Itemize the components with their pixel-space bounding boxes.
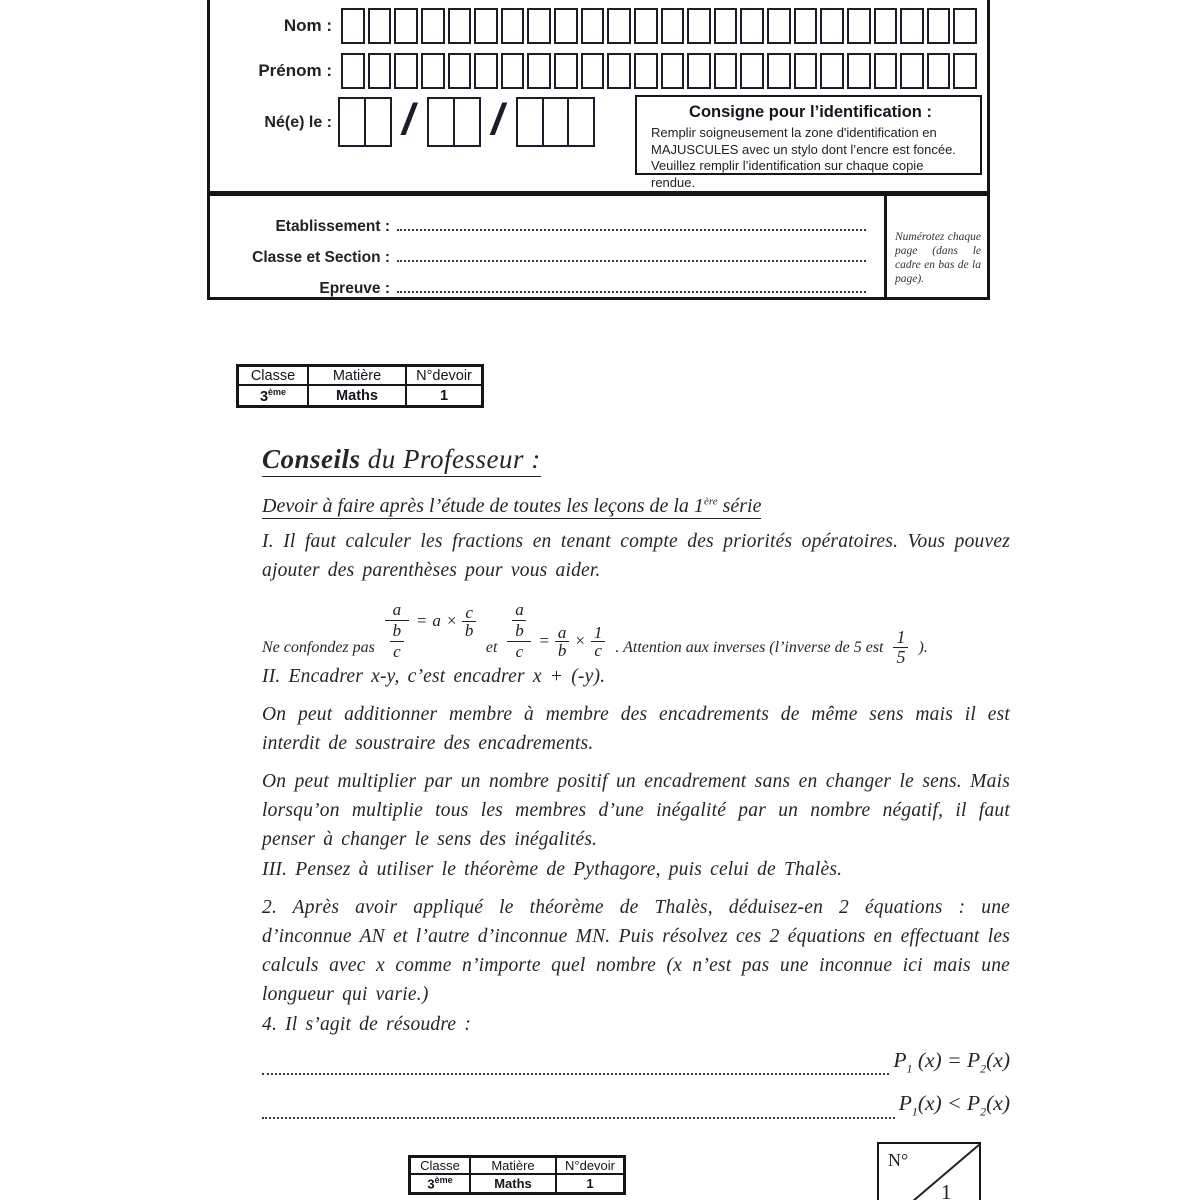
page-number-box bbox=[877, 1142, 981, 1200]
letter-cell bbox=[421, 53, 445, 89]
letter-cell bbox=[767, 53, 791, 89]
letter-cell bbox=[874, 53, 898, 89]
letter-cell bbox=[820, 8, 844, 44]
formula-1-rhs: = a × $\frac{c}{b}$ bbox=[416, 602, 476, 640]
advice-paragraph-2a: II. Encadrer x-y, c’est encadrer x + (-y). bbox=[262, 666, 606, 687]
table-data-row bbox=[410, 1174, 625, 1194]
fraction-advice-line bbox=[262, 591, 1010, 667]
cell-ndevoir: 1 bbox=[406, 385, 483, 407]
letter-cell bbox=[953, 53, 977, 89]
dotted-leader bbox=[262, 1117, 895, 1119]
table-header-row bbox=[410, 1157, 625, 1175]
letter-cell bbox=[341, 53, 365, 89]
subtitle-text: Devoir à faire après l’étude de toutes les leçons de la 1 bbox=[262, 495, 704, 517]
date-slash: / bbox=[491, 95, 504, 144]
letter-cell bbox=[368, 8, 392, 44]
letter-cell bbox=[474, 53, 498, 89]
subtitle-tail: série bbox=[717, 495, 762, 517]
letter-cell bbox=[714, 8, 738, 44]
solve-inequality-row bbox=[262, 1089, 1010, 1125]
letter-cell bbox=[714, 53, 738, 89]
conseils-title bbox=[262, 444, 1010, 475]
classe-section-label: Classe et Section : bbox=[252, 249, 390, 266]
letter-cell bbox=[953, 8, 977, 44]
fraction-stack: a b c bbox=[507, 601, 531, 661]
letter-cell bbox=[634, 53, 658, 89]
letter-cell bbox=[341, 8, 365, 44]
letter-cell bbox=[820, 53, 844, 89]
page-number-value: 1 bbox=[941, 1180, 952, 1200]
etablissement-dotted-line bbox=[397, 229, 866, 231]
etablissement-label: Etablissement : bbox=[275, 218, 390, 235]
dotted-leader bbox=[262, 1073, 889, 1075]
classe-sup: ème bbox=[434, 1175, 453, 1186]
letter-cell bbox=[607, 53, 631, 89]
etablissement-row bbox=[210, 207, 884, 238]
letter-cell bbox=[581, 53, 605, 89]
letter-cell bbox=[394, 53, 418, 89]
info-box bbox=[207, 193, 990, 300]
header-ndevoir: N°devoir bbox=[406, 366, 483, 386]
classe-section-dotted-line bbox=[397, 260, 866, 262]
letter-cell bbox=[847, 8, 871, 44]
page-number-note: Numérotez chaque page (dans le cadre en bas de la page). bbox=[884, 196, 987, 297]
letter-cell bbox=[554, 8, 578, 44]
fraction-c-over-b: $\frac{c}{b}$ bbox=[462, 604, 476, 639]
subtitle-sup: ère bbox=[703, 495, 718, 508]
advice-paragraph-1: I. Il faut calculer les fractions en tenant compte des priorités opératoires. Vous pouvez ajouter des parenthèses pour vous aider. bbox=[262, 531, 1010, 581]
date-cell-group bbox=[516, 97, 593, 147]
letter-cell bbox=[501, 8, 525, 44]
prenom-letter-boxes bbox=[341, 53, 977, 89]
letter-cell bbox=[900, 8, 924, 44]
consigne-title: Consigne pour l’identification : bbox=[689, 103, 932, 121]
conseils-section bbox=[262, 444, 1010, 1126]
nom-label: Nom : bbox=[283, 16, 332, 35]
date-cell bbox=[364, 97, 392, 147]
formula-2-rhs: = $\frac{a}{b}$ × $\frac{1}{c}$ bbox=[538, 622, 605, 660]
table-data-row bbox=[238, 385, 483, 407]
fraction-stack: a b c bbox=[385, 601, 409, 661]
advice-paragraph-2c: On peut multiplier par un nombre positif un encadrement sans en changer le sens. Mais lorsqu’on multiplie tous les membres d’une inégalité par un nombre négatif, il faut penser à changer le sens des inégalités. bbox=[262, 771, 1010, 850]
advice-paragraph-3: III. Pensez à utiliser le théorème de Pythagore, puis celui de Thalès. bbox=[262, 859, 843, 880]
classe-value: 3 bbox=[259, 388, 269, 405]
conseils-title-rest: du Professeur : bbox=[360, 444, 541, 474]
letter-cell bbox=[740, 8, 764, 44]
header-classe: Classe bbox=[410, 1157, 471, 1175]
letter-cell bbox=[847, 53, 871, 89]
header-matiere: Matière bbox=[308, 366, 406, 386]
letter-cell bbox=[607, 8, 631, 44]
advice-paragraph-4: 2. Après avoir appliqué le théorème de Thalès, déduisez-en 2 équations : une d’inconnue AN et l’autre d’inconnue MN. Puis résolvez ces 2 équations en effectuant les calculs avec x comme n’importe quel nombre (x n’est pas une inconnue ici mais une longueur qui varie.) bbox=[262, 897, 1010, 1005]
attention-text: . Attention aux inverses (l’inverse de 5 est bbox=[615, 639, 884, 656]
letter-cell bbox=[421, 8, 445, 44]
epreuve-row bbox=[210, 269, 884, 300]
letter-cell bbox=[661, 53, 685, 89]
letter-cell bbox=[687, 8, 711, 44]
consigne-body: Remplir soigneusement la zone d'identification en MAJUSCULES avec un stylo dont l’encre est foncée. Veuillez remplir l’identification sur chaque copie rendue. bbox=[651, 125, 956, 190]
fraction-1-over-c: $\frac{1}{c}$ bbox=[591, 624, 606, 659]
fraction-a-over-b: $\frac{a}{b}$ bbox=[555, 624, 570, 659]
date-cell bbox=[567, 97, 595, 147]
assignment-table-bottom bbox=[408, 1155, 626, 1195]
header-matiere: Matière bbox=[470, 1157, 556, 1175]
letter-cell bbox=[554, 53, 578, 89]
cell-matiere: Maths bbox=[308, 385, 406, 407]
classe-value: 3 bbox=[427, 1176, 435, 1192]
letter-cell bbox=[687, 53, 711, 89]
letter-cell bbox=[794, 8, 818, 44]
epreuve-dotted-line bbox=[397, 291, 866, 293]
cell-classe bbox=[410, 1174, 471, 1194]
date-cell-group bbox=[427, 97, 478, 147]
cell-classe bbox=[238, 385, 309, 407]
letter-cell bbox=[634, 8, 658, 44]
cell-matiere: Maths bbox=[470, 1174, 556, 1194]
letter-cell bbox=[874, 8, 898, 44]
equation-p1-equals-p2: $P_1$ $(x) = P_2(x)$ bbox=[893, 1048, 1010, 1076]
letter-cell bbox=[368, 53, 392, 89]
letter-cell bbox=[661, 8, 685, 44]
date-cell-group bbox=[338, 97, 389, 147]
date-cell bbox=[427, 97, 455, 147]
numero-label: N° bbox=[888, 1150, 909, 1170]
solve-equation-row bbox=[262, 1046, 1010, 1082]
classe-section-row bbox=[210, 238, 884, 269]
prenom-label: Prénom : bbox=[258, 61, 332, 80]
ne-confondez-text: Ne confondez pas bbox=[262, 639, 375, 656]
advice-paragraph-5: 4. Il s’agit de résoudre : bbox=[262, 1014, 472, 1035]
date-cell bbox=[338, 97, 366, 147]
info-fields bbox=[210, 196, 884, 297]
classe-sup: ème bbox=[268, 386, 287, 397]
birthdate-boxes bbox=[338, 97, 593, 147]
date-cell bbox=[516, 97, 544, 147]
letter-cell bbox=[501, 53, 525, 89]
attention-close-text: ). bbox=[918, 639, 928, 656]
letter-cell bbox=[767, 8, 791, 44]
cell-ndevoir: 1 bbox=[556, 1174, 625, 1194]
table-header-row bbox=[238, 366, 483, 386]
formula-a-over-b-over-c-1 bbox=[385, 601, 476, 661]
letter-cell bbox=[927, 8, 951, 44]
conseils-subtitle bbox=[262, 495, 1010, 518]
letter-cell bbox=[794, 53, 818, 89]
letter-cell bbox=[527, 8, 551, 44]
birthdate-label: Né(e) le : bbox=[264, 114, 332, 131]
fraction-1-over-5: $\frac{1}{5}$ bbox=[893, 628, 908, 671]
inequality-p1-less-p2: $P_1(x) < P_2(x)$ bbox=[898, 1091, 1010, 1119]
letter-cell bbox=[394, 8, 418, 44]
letter-cell bbox=[581, 8, 605, 44]
letter-cell bbox=[740, 53, 764, 89]
letter-cell bbox=[927, 53, 951, 89]
et-text: et bbox=[485, 639, 498, 656]
identification-box bbox=[207, 0, 990, 194]
consigne-box bbox=[635, 95, 982, 190]
date-slash: / bbox=[402, 95, 415, 144]
formula-a-over-b-over-c-2 bbox=[507, 601, 605, 661]
conseils-title-bold: Conseils bbox=[262, 444, 361, 474]
letter-cell bbox=[527, 53, 551, 89]
letter-cell bbox=[474, 8, 498, 44]
advice-paragraph-2b: On peut additionner membre à membre des encadrements de même sens mais il est interdit de soustraire des encadrements. bbox=[262, 704, 1010, 754]
letter-cell bbox=[448, 53, 472, 89]
date-cell bbox=[542, 97, 570, 147]
letter-cell bbox=[448, 8, 472, 44]
assignment-table-top bbox=[236, 364, 484, 408]
header-ndevoir: N°devoir bbox=[556, 1157, 625, 1175]
letter-cell bbox=[900, 53, 924, 89]
date-cell bbox=[453, 97, 481, 147]
epreuve-label: Epreuve : bbox=[319, 280, 390, 297]
nom-letter-boxes bbox=[341, 8, 977, 44]
header-classe: Classe bbox=[238, 366, 309, 386]
